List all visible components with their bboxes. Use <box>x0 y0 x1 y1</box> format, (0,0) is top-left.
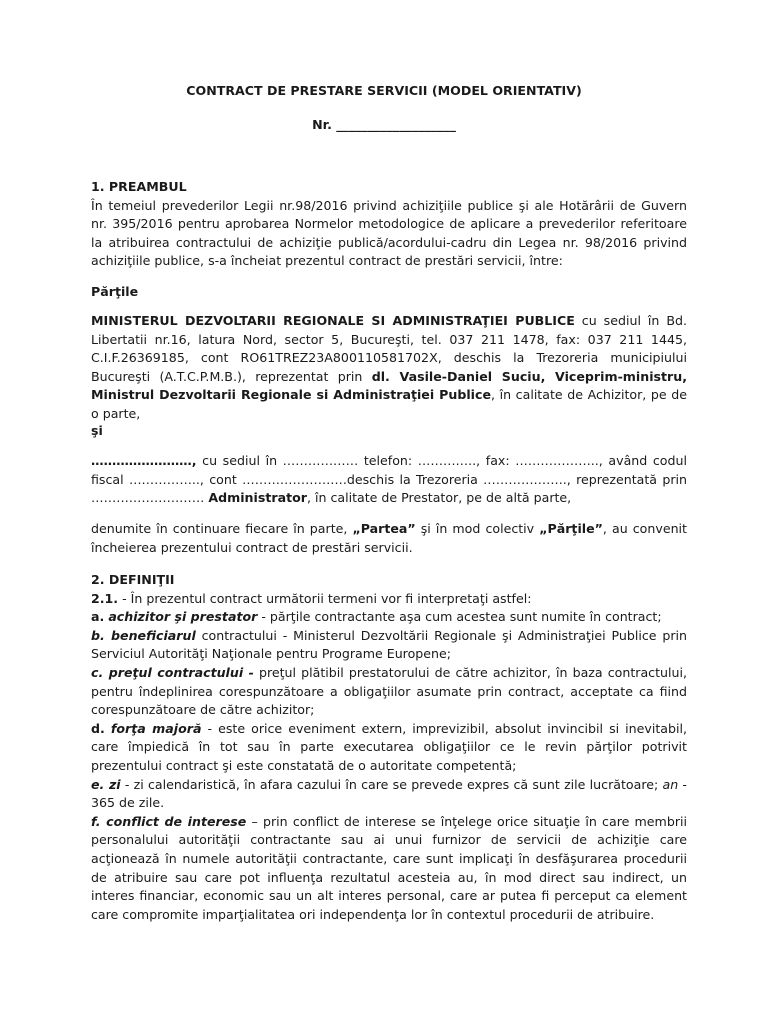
partile-term: „Părţile” <box>539 521 603 536</box>
prestator-role: Administrator <box>208 490 307 506</box>
definition-f <box>91 813 687 925</box>
minister-name: MINISTERUL DEZVOLTARII REGIONALE SI ADMINISTRAŢIEI PUBLICE <box>91 313 575 328</box>
prestator-paragraph <box>91 452 687 508</box>
si-conjunction: şi <box>91 423 103 438</box>
definition-f-term: f. conflict de interese <box>91 813 247 829</box>
denumite-paragraph <box>91 520 687 557</box>
definition-a-text: - părţile contractante aşa cum acestea sunt numite în contract; <box>257 609 662 625</box>
contract-number: Nr. ___________________ <box>312 117 456 132</box>
definition-c <box>91 664 687 720</box>
definition-b <box>91 627 687 664</box>
si-block <box>91 422 687 441</box>
partea-term: „Partea” <box>352 521 416 536</box>
minister-text1: cu sediul în Bd. Libertatii nr.16, latura Nord, sector 5, Bucureşti, tel. 037 211 1478, fax: 037 211 1445, C.I.F.26369185, cont RO61TREZ23A800110581702X, deschis la Trezoreria municipiului Bucureşti (A.T.C.P.M.B.), reprezentat prin <box>91 313 687 384</box>
definition-b-term: b. beneficiarul <box>91 627 196 643</box>
minister-paragraph <box>91 312 687 424</box>
prestator-text2: , în calitate de Prestator, pe de altă parte, <box>306 490 572 506</box>
definition-c-text: preţul plătibil prestatorului de către achizitor, în baza contractului, pentru îndeplinirea corespunzătoare a obligaţiilor asumate prin contract, acceptate ca fiind corespunzătoare de către achizitor; <box>91 664 687 718</box>
minister-text2: , în calitate de Achizitor, pe de o parte, <box>91 387 687 421</box>
definition-d-letter: d. <box>91 720 105 736</box>
denumite-text1: denumite în continuare fiecare în parte, <box>91 521 353 536</box>
preambul-section <box>91 178 687 271</box>
definition-e-an: an <box>662 776 679 792</box>
preambul-heading: 1. PREAMBUL <box>91 179 187 194</box>
definition-d-text: - este orice eveniment extern, imprevizibil, absolut invincibil si inevitabil, care împiedică în tot sau în parte executarea obligaţiilor ce le revin părţilor potrivit prezentului contract şi este constatată de o autoritate competentă; <box>91 720 687 773</box>
preambul-text: În temeiul prevederilor Legii nr.98/2016 privind achiziţiile publice şi ale Hotărârii de Guvern nr. 395/2016 pentru aprobarea Normelor metodologice de aplicare a prevederilor referitoare la atribuirea contractului de achiziţie publică/acordului-cadru din Legea nr. 98/2016 privind achiziţiile publice, s-a încheiat prezentul contract de prestări servicii, între: <box>91 197 687 269</box>
definition-b-text: contractului - Ministerul Dezvoltării Regionale şi Administraţiei Publice prin Serviciul Autorităţi Naţionale pentru Programe Europene; <box>91 627 687 662</box>
definition-e-text2: - 365 de zile. <box>91 776 687 811</box>
contract-title: CONTRACT DE PRESTARE SERVICII (MODEL ORIENTATIV) <box>186 83 582 98</box>
partile-heading-block <box>91 283 687 302</box>
definitii-section <box>91 571 687 924</box>
definition-e <box>91 776 687 813</box>
prestator-text1: cu sediul în ……………… telefon: ………….., fax: ……………….., având codul fiscal …………….., cont …………………….deschis la Trezoreria ……………….., reprezentată prin ……………………… <box>91 453 687 506</box>
definitii-intro-number: 2.1. <box>91 590 119 606</box>
definition-e-term: e. zi <box>91 776 121 792</box>
definitii-heading: 2. DEFINIŢII <box>91 572 175 587</box>
prestator-name: ……………………, <box>91 453 197 468</box>
definitii-intro <box>91 590 687 609</box>
minister-representative: dl. Vasile-Daniel Suciu, Viceprim-ministru, Ministrul Dezvoltarii Regionale si Administraţiei Publice <box>91 368 687 403</box>
definition-c-term: c. preţul contractului - <box>91 664 254 680</box>
definition-e-text: - zi calendaristică, în afara cazului în care se prevede expres că sunt zile lucrătoare; <box>120 776 663 792</box>
denumite-text3: , au convenit încheierea prezentului contract de prestări servicii. <box>91 521 687 555</box>
partile-heading: Părţile <box>91 284 139 299</box>
denumite-text2: şi în mod colectiv <box>415 521 540 536</box>
definition-a <box>91 608 687 627</box>
definition-f-text: – prin conflict de interese se înţelege orice situaţie în care membrii personalului autorităţii contractante sau ai unui furnizor de servicii de achiziţie care acţionează în numele autorităţii contractante, care sunt implicaţi în desfăşurarea procedurii de atribuire sau care pot influenţa rezultatul acesteia au, în mod direct sau indirect, un interes financiar, economic sau un alt interes personal, care ar putea fi perceput ca element care compromite imparţialitatea ori independenţa lor în contextul procedurii de atribuire. <box>91 813 687 922</box>
definition-d-term: forţa majoră <box>110 720 202 736</box>
definition-a-term: achizitor şi prestator <box>108 609 258 625</box>
definition-a-letter: a. <box>91 609 105 625</box>
definition-d <box>91 720 687 776</box>
definitii-intro-text: - În prezentul contract următorii termeni vor fi interpretaţi astfel: <box>118 590 532 606</box>
